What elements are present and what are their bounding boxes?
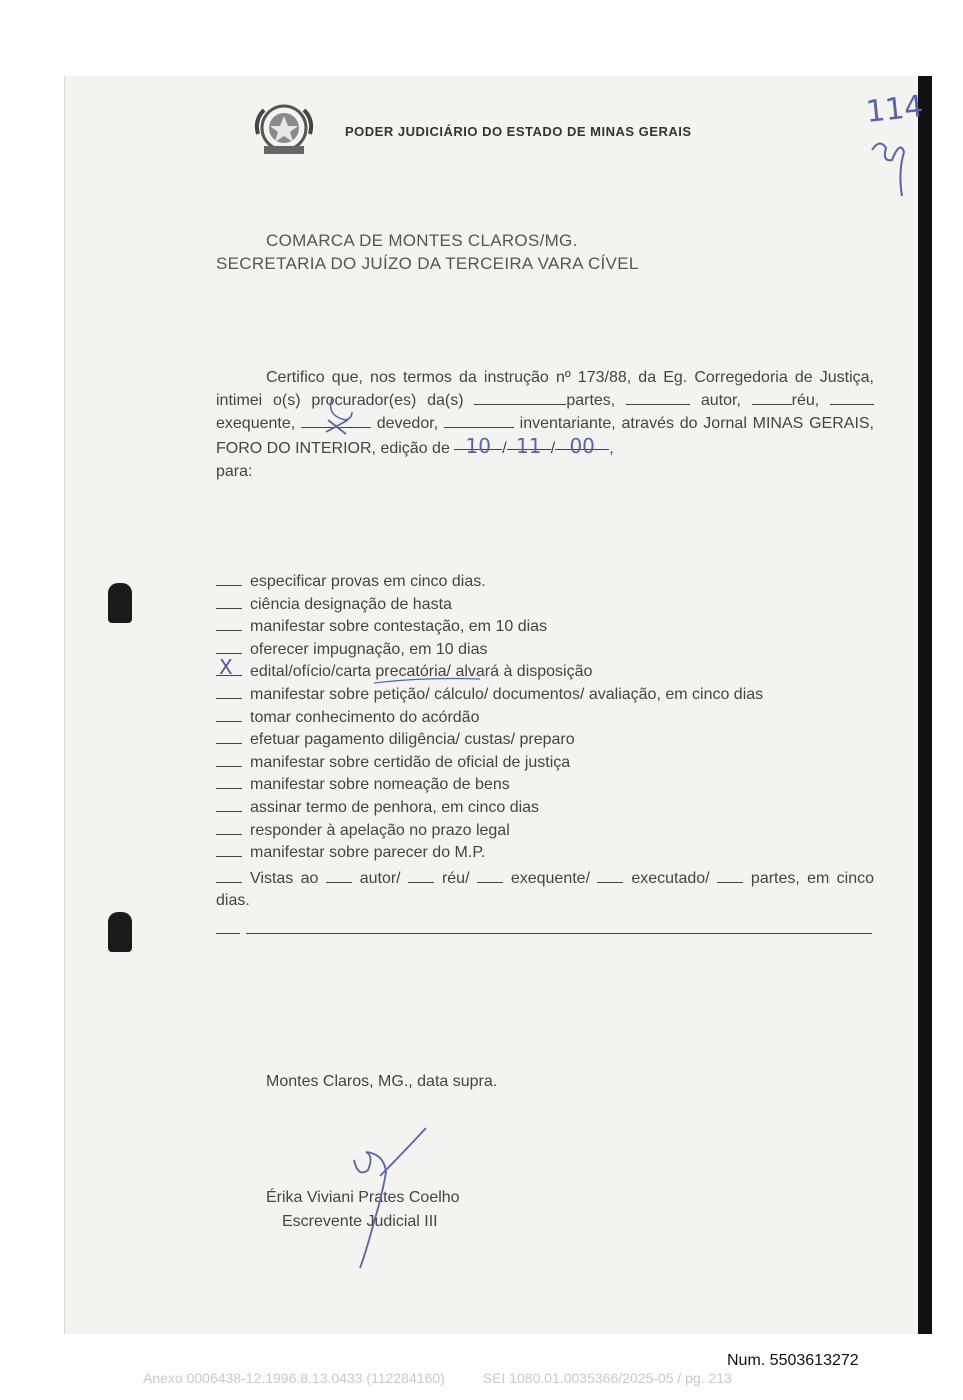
option-label: assinar termo de penhora, em cinco dias bbox=[250, 798, 540, 816]
option-label: especificar provas em cinco dias. bbox=[250, 573, 486, 590]
vistas-label: executado/ bbox=[631, 870, 710, 887]
vistas-label: partes, em cinco dias. bbox=[216, 870, 875, 909]
vistas-label: réu/ bbox=[441, 870, 470, 887]
certificate-segment: partes, bbox=[566, 392, 627, 409]
sei-ref: SEI 1080.01.0035366/2025-05 / pg. 213 bbox=[482, 1370, 732, 1386]
certificate-segment: inventariante, através do Jornal MINAS GERAIS, FORO DO INTERIOR, edição de bbox=[216, 415, 875, 457]
secretaria-title: SECRETARIA DO JUÍZO DA TERCEIRA VARA CÍVEL bbox=[216, 254, 639, 273]
annex-ref: Anexo 0006438-12.1996.8.13.0433 (112284160) bbox=[143, 1370, 445, 1386]
date-month: 11 bbox=[507, 435, 551, 450]
vistas-label: exequente/ bbox=[510, 870, 591, 887]
footer-watermark bbox=[143, 1370, 732, 1386]
option-label: manifestar sobre parecer do M.P. bbox=[250, 844, 486, 862]
option-label: manifestar sobre certidão de oficial de justiça bbox=[250, 753, 571, 771]
certificate-segment: exequente, bbox=[216, 415, 301, 432]
vistas-label: Vistas ao bbox=[250, 870, 319, 887]
option-label: tomar conhecimento do acórdão bbox=[250, 708, 480, 726]
document-number: Num. 5503613272 bbox=[727, 1352, 859, 1369]
certificate-segment: Certifico que, nos termos da instrução nº 173/88, da Eg. Corregedoria de Justiça, intimei o(s) procurador(es) da(s) bbox=[216, 369, 874, 409]
date-day: 10 bbox=[454, 435, 502, 450]
signature-stroke bbox=[354, 1128, 426, 1268]
underline-carta-precatoria bbox=[374, 679, 480, 684]
certificate-text: Certifico que, nos termos da instrução nº 173/88, da Eg. Corregedoria de Justiça, intimei o(s) procurador(es) da(s) partes, autor, réu, exequente, devedor, inventariante, através do Jornal MINAS GERAIS, FORO DO INTERIOR, edição de 10 / 11 / 00 , para: bbox=[216, 366, 874, 483]
initials-top-right bbox=[872, 143, 904, 196]
option-label: manifestar sobre nomeação de bens bbox=[250, 776, 510, 794]
vistas-label: autor/ bbox=[359, 870, 401, 887]
signer-name: Érika Viviani Prates Coelho bbox=[266, 1189, 460, 1206]
option-label: responder à apelação no prazo legal bbox=[250, 821, 510, 839]
institution-header: PODER JUDICIÁRIO DO ESTADO DE MINAS GERAIS bbox=[345, 124, 692, 139]
certificate-segment: , bbox=[609, 440, 614, 457]
certificate-segment: devedor, bbox=[370, 415, 444, 432]
date-year: 00 bbox=[555, 435, 609, 450]
comarca-title: COMARCA DE MONTES CLAROS/MG. bbox=[266, 231, 578, 250]
place-date: Montes Claros, MG., data supra. bbox=[266, 1073, 498, 1090]
certificate-segment: autor, bbox=[690, 392, 752, 409]
circle-os-stroke bbox=[331, 398, 352, 420]
option-label: edital/ofício/carta precatória/ alvará à disposição bbox=[250, 663, 593, 681]
option-label: manifestar sobre petição/ cálculo/ documentos/ avaliação, em cinco dias bbox=[250, 685, 764, 703]
option-label: oferecer impugnação, em 10 dias bbox=[250, 640, 488, 658]
check-x-exequente bbox=[326, 420, 348, 434]
certificate-para: para: bbox=[216, 463, 253, 480]
check-x-icon: X bbox=[219, 655, 233, 680]
signer-role: Escrevente Judicial III bbox=[282, 1213, 438, 1230]
certificate-segment: réu, bbox=[791, 392, 830, 409]
option-label: efetuar pagamento diligência/ custas/ preparo bbox=[250, 731, 575, 749]
option-label: ciência designação de hasta bbox=[250, 595, 452, 613]
option-label: manifestar sobre contestação, em 10 dias bbox=[250, 618, 548, 636]
handwritten-page-number: 114 bbox=[864, 89, 925, 130]
